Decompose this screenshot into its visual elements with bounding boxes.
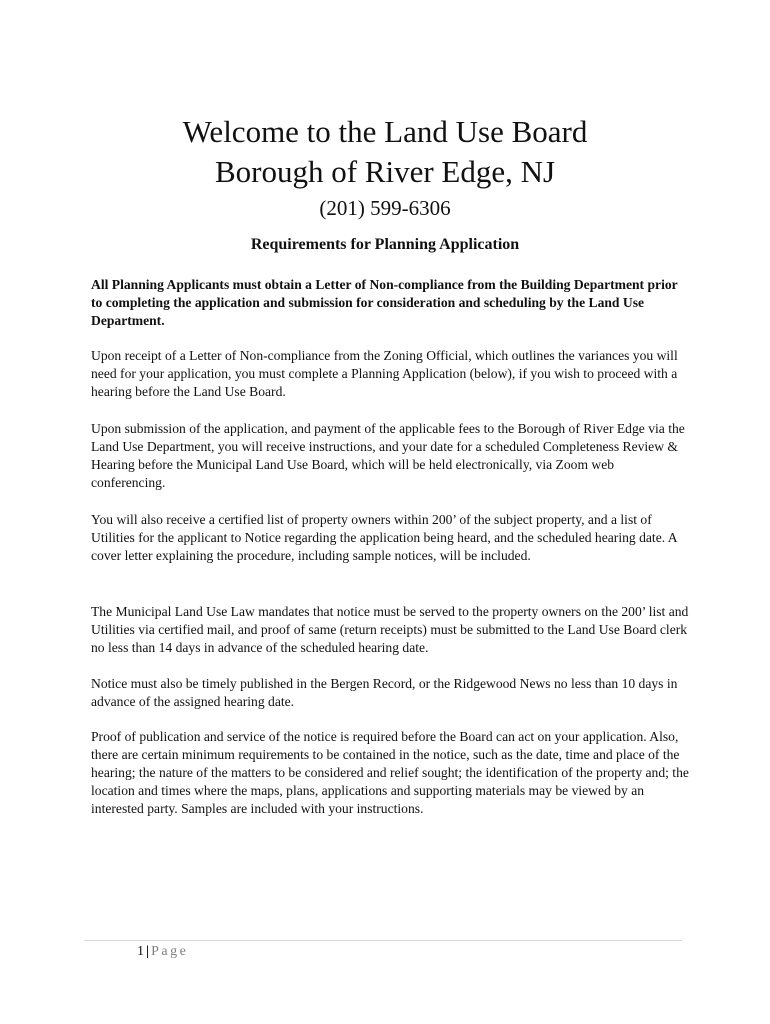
- paragraph-publication: Notice must also be timely published in the Bergen Record, or the Ridgewood News no less than 10 days in advance of the assigned hearing date.: [91, 676, 678, 709]
- page-footer: [137, 943, 188, 961]
- page-subtitle-location: Borough of River Edge, NJ: [214, 154, 556, 189]
- paragraph-certified-list: You will also receive a certified list of property owners within 200’ of the subject property, and a list of Utilities for the applicant to Notice regarding the application being heard, and the scheduled hearing date. A cover letter explaining the procedure, including sample notices, will be included.: [91, 512, 677, 563]
- paragraph-land-use-law: The Municipal Land Use Law mandates that notice must be served to the property owners on the 200’ list and Utilities via certified mail, and proof of same (return receipts) must be submitted to the Land Use Board clerk no less than 14 days in advance of the scheduled hearing date.: [91, 604, 689, 655]
- footer-divider: [84, 940, 682, 941]
- title-block: [0, 112, 770, 221]
- page-number: 1: [137, 944, 144, 959]
- phone-number: (201) 599-6306: [319, 196, 451, 220]
- paragraph-submission: Upon submission of the application, and payment of the applicable fees to the Borough of River Edge via the Land Use Department, you will receive instructions, and your date for a scheduled Completeness Review & Hearing before the Municipal Land Use Board, which will be held electronically, via Zoom web conferencing.: [91, 421, 685, 490]
- paragraph-proof-of-publication: Proof of publication and service of the notice is required before the Board can act on your application. Also, there are certain minimum requirements to be contained in the notice, such as the date, time and place of the hearing; the nature of the matters to be considered and relief sought; the identification of the property and; the location and times where the maps, plans, applications and supporting materials may be viewed by an interested party. Samples are included with your instructions.: [91, 729, 689, 816]
- section-heading: Requirements for Planning Application: [250, 236, 520, 253]
- paragraph-noncompliance: Upon receipt of a Letter of Non-compliance from the Zoning Official, which outlines the variances you will need for your application, you must complete a Planning Application (below), if you wish to proceed with a hearing before the Land Use Board.: [91, 348, 678, 399]
- page-label: Page: [151, 944, 189, 959]
- footer-separator: |: [146, 944, 150, 959]
- page-title: Welcome to the Land Use Board: [182, 114, 588, 149]
- paragraph-requirement-notice: All Planning Applicants must obtain a Letter of Non-compliance from the Building Department prior to completing the application and submission for consideration and scheduling by the Land Use Department.: [91, 277, 678, 328]
